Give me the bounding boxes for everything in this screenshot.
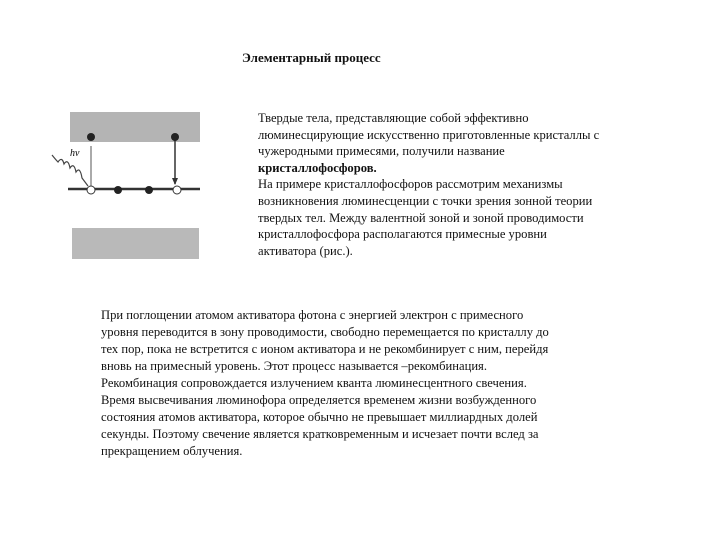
electron xyxy=(114,186,122,194)
band-diagram xyxy=(30,90,230,270)
punctuation: . xyxy=(373,160,377,175)
text-line: Твердые тела, представляющие собой эффективно xyxy=(258,111,529,125)
text-line: уровня переводится в зону проводимости, свободно перемещается по кристаллу до xyxy=(101,325,549,339)
text-line: тех пор, пока не встретится с ионом активатора и не рекомбинирует с ним, перейдя xyxy=(101,342,549,356)
text-line: На примере кристаллофосфоров рассмотрим механизмы xyxy=(258,177,563,192)
text-line: люминесцирующие искусственно приготовленные кристаллы с xyxy=(258,127,600,142)
text-line: возникновения люминесценции с точки зрения зонной теории xyxy=(258,193,593,208)
text-line: секунды. Поэтому свечение является кратковременным и исчезает почти вслед за xyxy=(101,427,539,441)
text-line: Время высвечивания люминофора определяется временем жизни возбужденного xyxy=(101,393,537,407)
body-paragraph xyxy=(101,307,549,460)
text-line: активатора (рис.). xyxy=(258,243,353,258)
text-line: кристаллофосфора располагаются примесные уровни xyxy=(258,227,547,242)
intro-paragraph xyxy=(258,110,599,259)
text-line: вновь на примесный уровень. Этот процесс называется –рекомбинация. xyxy=(101,359,487,373)
text-line xyxy=(258,160,599,177)
slide-title: Элементарный процесс xyxy=(242,50,381,65)
electron xyxy=(171,133,179,141)
photon-label: hν xyxy=(70,148,80,159)
text-line: Рекомбинация сопровождается излучением кванта люминесцентного свечения. xyxy=(101,376,527,390)
key-term: кристаллофосфоров xyxy=(258,160,374,175)
valence-band xyxy=(72,228,199,259)
hole xyxy=(173,186,181,194)
text-line: При поглощении атомом активатора фотона с энергией электрон с примесного xyxy=(101,308,524,322)
text-line: чужеродными примесями, получили название xyxy=(258,144,505,159)
text-line: прекращением облучения. xyxy=(101,444,243,458)
text-line: состояния атомов активатора, которое обычно не превышает миллиардных долей xyxy=(101,410,538,424)
text-line: твердых тел. Между валентной зоной и зоной проводимости xyxy=(258,210,584,225)
electron xyxy=(87,133,95,141)
hole xyxy=(87,186,95,194)
photon-wave xyxy=(52,155,88,186)
electron xyxy=(145,186,153,194)
